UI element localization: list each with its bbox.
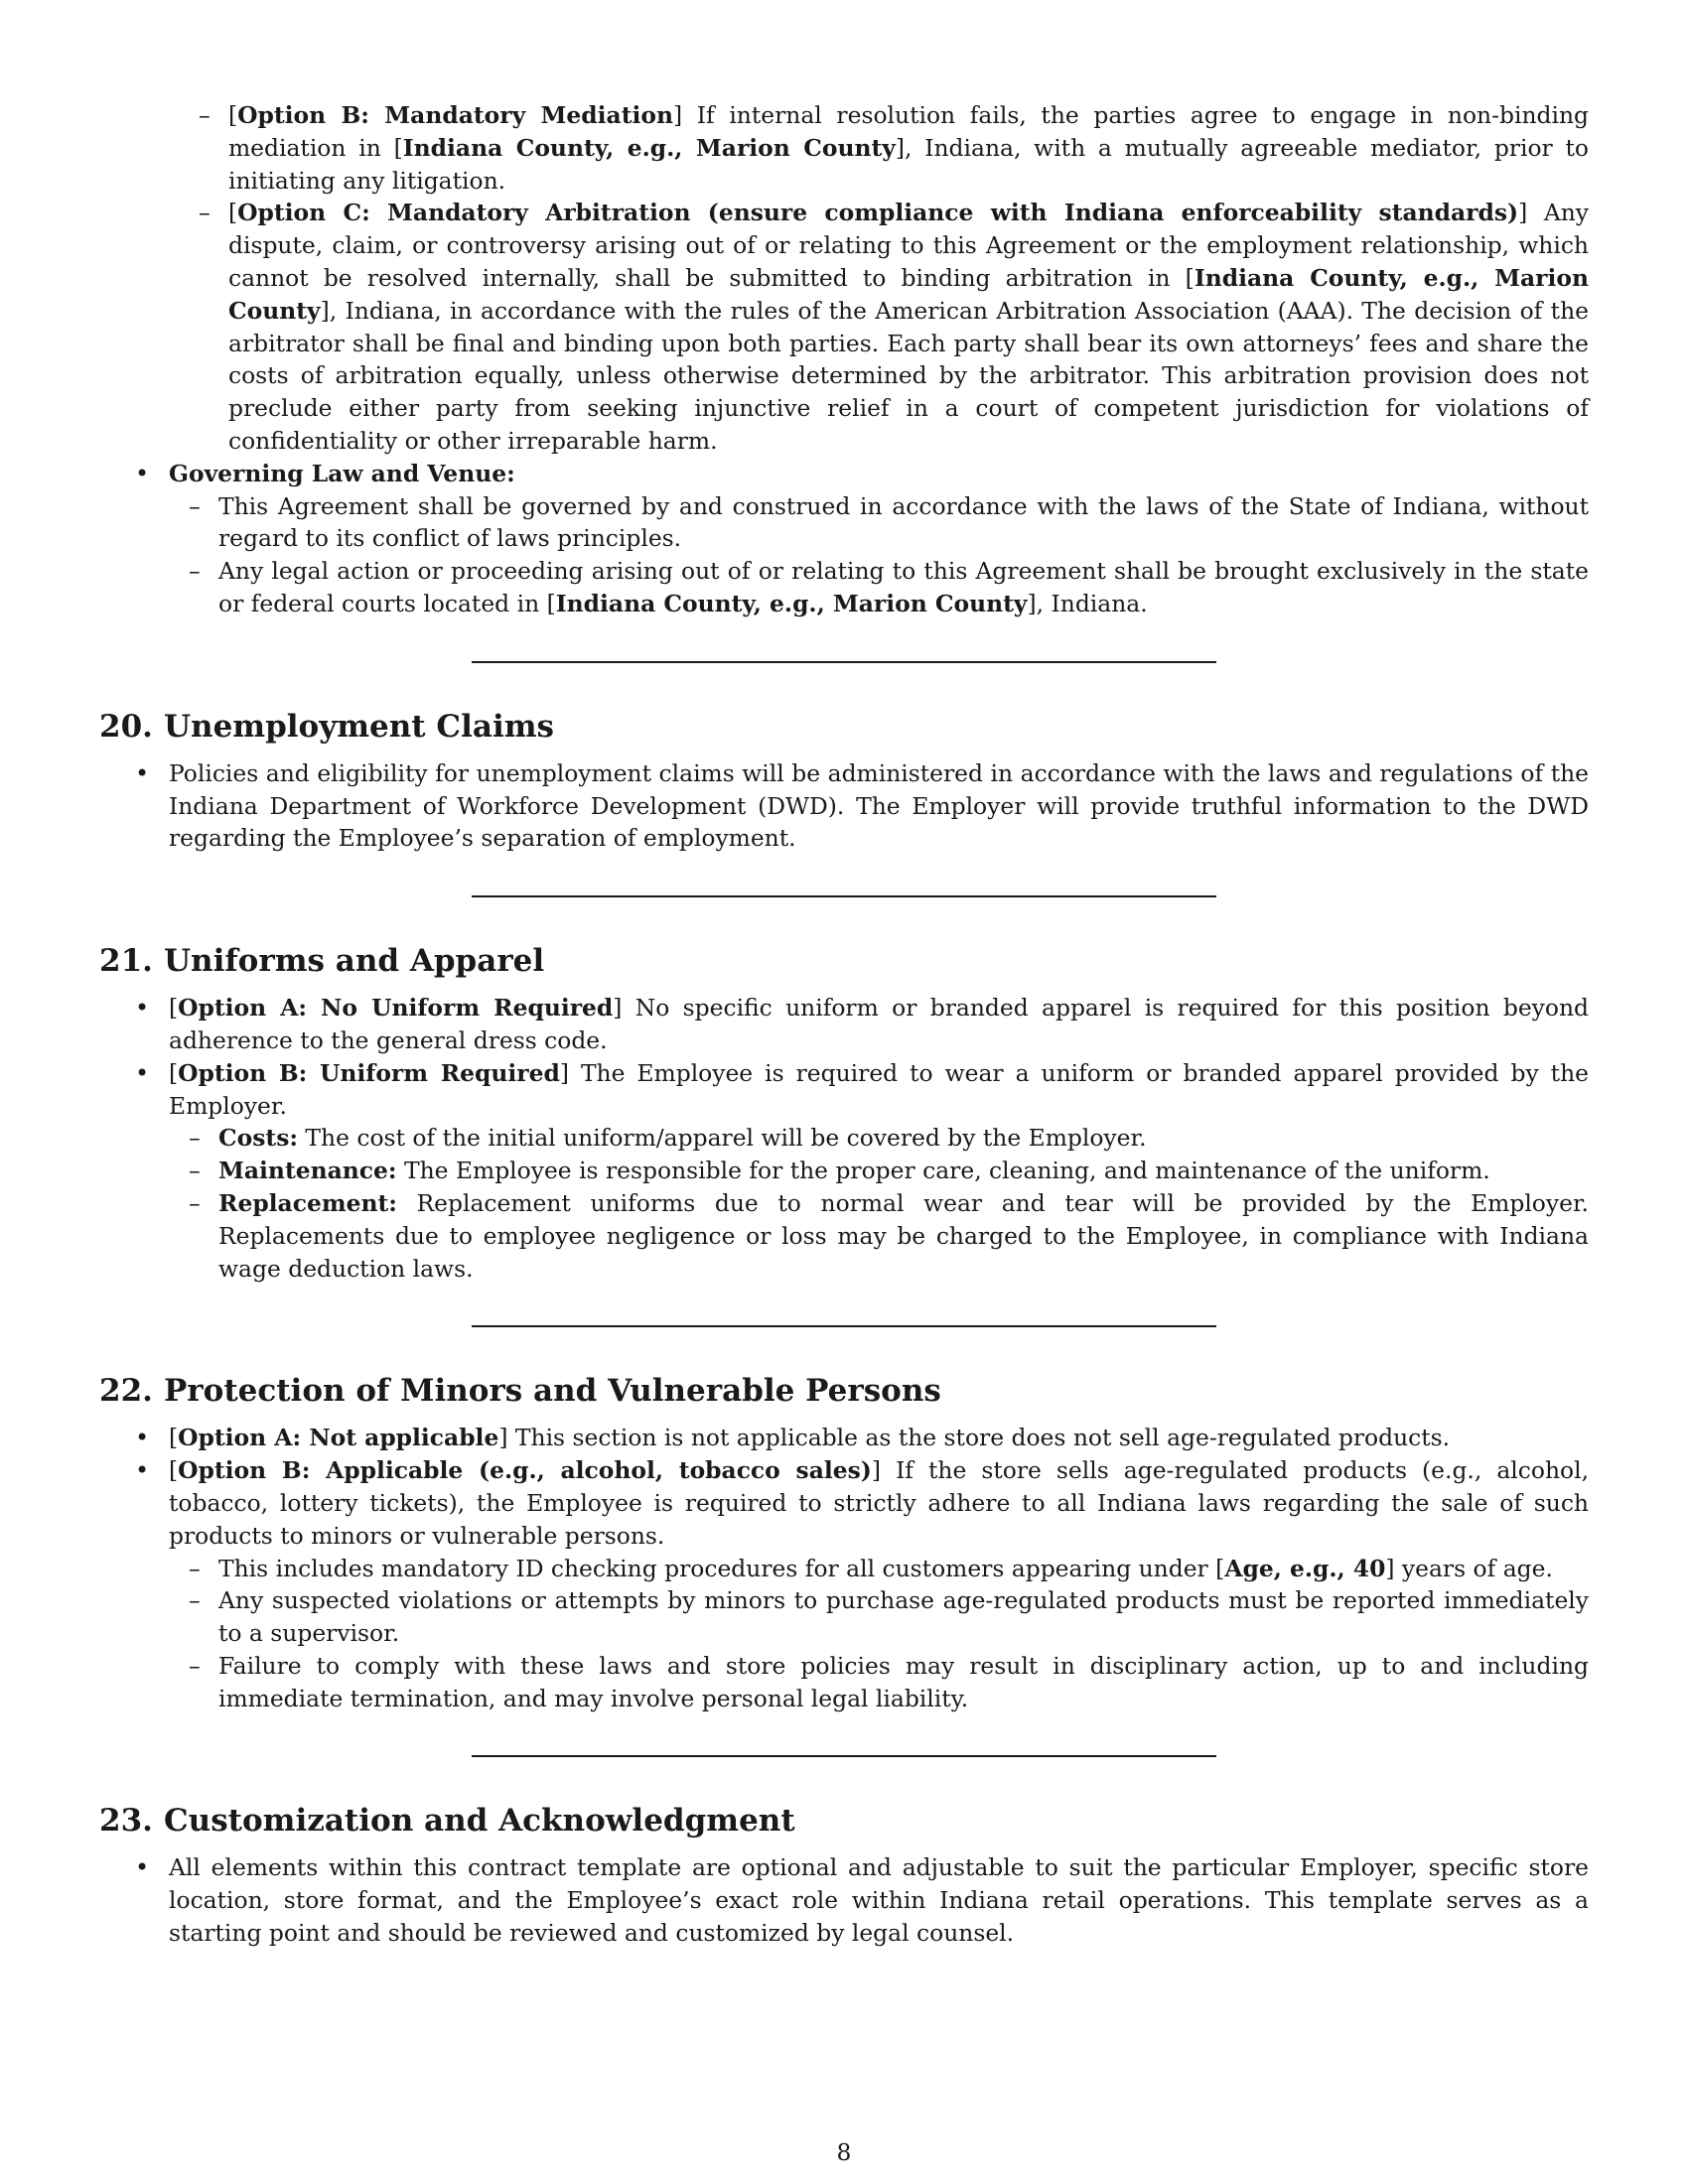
section-divider bbox=[472, 1755, 1216, 1757]
option-b-mediation: – [Option B: Mandatory Mediation] If internal resolution fails, the parties agree to engage in non-binding mediation in [Indiana County, e.g., Marion County], Indiana, with a mutually agreeable mediator, prior to initiating any litigation. bbox=[228, 99, 1589, 197]
list-item: • [Option B: Applicable (e.g., alcohol, tobacco sales)] If the store sells age-regulated products (e.g., alcohol, tobacco, lottery tickets), the Employee is required to strictly adhere to all Indiana laws regarding the sale of such products to minors or vulnerable persons. – This includes mandatory ID checking procedures for all customers appearing under [Age, e.g., 40] years of age. – Any suspected violations or attempts by minors to purchase age-regulated products must be reported immediately to a supervisor. – Failure to comply with these laws and store policies may result in disciplinary action, up to and including immediate termination, and may involve personal legal liability. bbox=[99, 1454, 1589, 1714]
governing-law-list bbox=[99, 458, 1589, 620]
list-item: • Policies and eligibility for unemployment claims will be administered in accordance with the laws and regulations of the Indiana Department of Workforce Development (DWD). The Employer will provide truthful information to the DWD regarding the Employee’s separation of employment. bbox=[99, 757, 1589, 855]
list-item: • [Option A: Not applicable] This section is not applicable as the store does not sell age-regulated products. bbox=[99, 1422, 1589, 1454]
list-item: – Costs: The cost of the initial uniform/apparel will be covered by the Employer. bbox=[218, 1122, 1589, 1155]
section-23-heading: 23. Customization and Acknowledgment bbox=[99, 1803, 795, 1840]
page-content bbox=[99, 99, 1589, 1950]
section-21-list bbox=[99, 992, 1589, 1285]
section-20-heading: 20. Unemployment Claims bbox=[99, 708, 554, 745]
governing-law-item bbox=[99, 458, 1589, 620]
list-item: – Replacement: Replacement uniforms due to normal wear and tear will be provided by the Employer. Replacements due to employee negligence or loss may be charged to the Employee, in compliance with Indiana wage deduction laws. bbox=[218, 1187, 1589, 1285]
list-item: – Failure to comply with these laws and store policies may result in disciplinary action, up to and including immediate termination, and may involve personal legal liability. bbox=[218, 1650, 1589, 1715]
section-20-list bbox=[99, 757, 1589, 855]
section-21-heading: 21. Uniforms and Apparel bbox=[99, 943, 545, 980]
list-item: – This includes mandatory ID checking procedures for all customers appearing under [Age, e.g., 40] years of age. bbox=[218, 1553, 1589, 1585]
list-item: • All elements within this contract template are optional and adjustable to suit the particular Employer, specific store location, store format, and the Employee’s exact role within Indiana retail operations. This template serves as a starting point and should be reviewed and customized by legal counsel. bbox=[99, 1851, 1589, 1949]
option-label: Option B: Mandatory Mediation bbox=[237, 101, 673, 129]
list-item: – Any suspected violations or attempts by minors to purchase age-regulated products must be reported immediately to a supervisor. bbox=[218, 1584, 1589, 1650]
section-23-list bbox=[99, 1851, 1589, 1949]
dispute-resolution-options bbox=[228, 99, 1589, 458]
list-item: • [Option A: No Uniform Required] No specific uniform or branded apparel is required for this position beyond adherence to the general dress code. bbox=[99, 992, 1589, 1057]
list-item: – Any legal action or proceeding arising out of or relating to this Agreement shall be brought exclusively in the state or federal courts located in [Indiana County, e.g., Marion County], Indiana. bbox=[218, 555, 1589, 620]
list-item: – Maintenance: The Employee is responsible for the proper care, cleaning, and maintenance of the uniform. bbox=[218, 1155, 1589, 1187]
uniform-sublist bbox=[159, 1122, 1589, 1285]
list-item: – This Agreement shall be governed by and construed in accordance with the laws of the State of Indiana, without regard to its conflict of laws principles. bbox=[218, 490, 1589, 556]
minors-sublist bbox=[159, 1553, 1589, 1715]
section-22-heading: 22. Protection of Minors and Vulnerable Persons bbox=[99, 1373, 941, 1410]
page-number: 8 bbox=[836, 2138, 852, 2166]
option-c-arbitration: – [Option C: Mandatory Arbitration (ensure compliance with Indiana enforceability standards)] Any dispute, claim, or controversy arising out of or relating to this Agreement or the employment relationship, which cannot be resolved internally, shall be submitted to binding arbitration in [Indiana County, e.g., Marion County], Indiana, in accordance with the rules of the American Arbitration Association (AAA). The decision of the arbitrator shall be final and binding upon both parties. Each party shall bear its own attorneys’ fees and share the costs of arbitration equally, unless otherwise determined by the arbitrator. This arbitration provision does not preclude either party from seeking injunctive relief in a court of competent jurisdiction for violations of confidentiality or other irreparable harm. bbox=[228, 197, 1589, 457]
option-label: Option C: Mandatory Arbitration (ensure compliance with Indiana enforceability standards) bbox=[237, 199, 1519, 227]
section-22-list bbox=[99, 1422, 1589, 1714]
list-item: • [Option B: Uniform Required] The Employee is required to wear a uniform or branded apparel provided by the Employer. – Costs: The cost of the initial uniform/apparel will be covered by the Employer. – Maintenance: The Employee is responsible for the proper care, cleaning, and maintenance of the uniform. – Replacement: Replacement uniforms due to normal wear and tear will be provided by the Employer. Replacements due to employee negligence or loss may be charged to the Employee, in compliance with Indiana wage deduction laws. bbox=[99, 1057, 1589, 1286]
section-divider bbox=[472, 661, 1216, 663]
section-divider bbox=[472, 895, 1216, 897]
section-divider bbox=[472, 1325, 1216, 1327]
governing-law-heading: Governing Law and Venue: bbox=[169, 459, 515, 487]
governing-law-sublist bbox=[159, 490, 1589, 620]
